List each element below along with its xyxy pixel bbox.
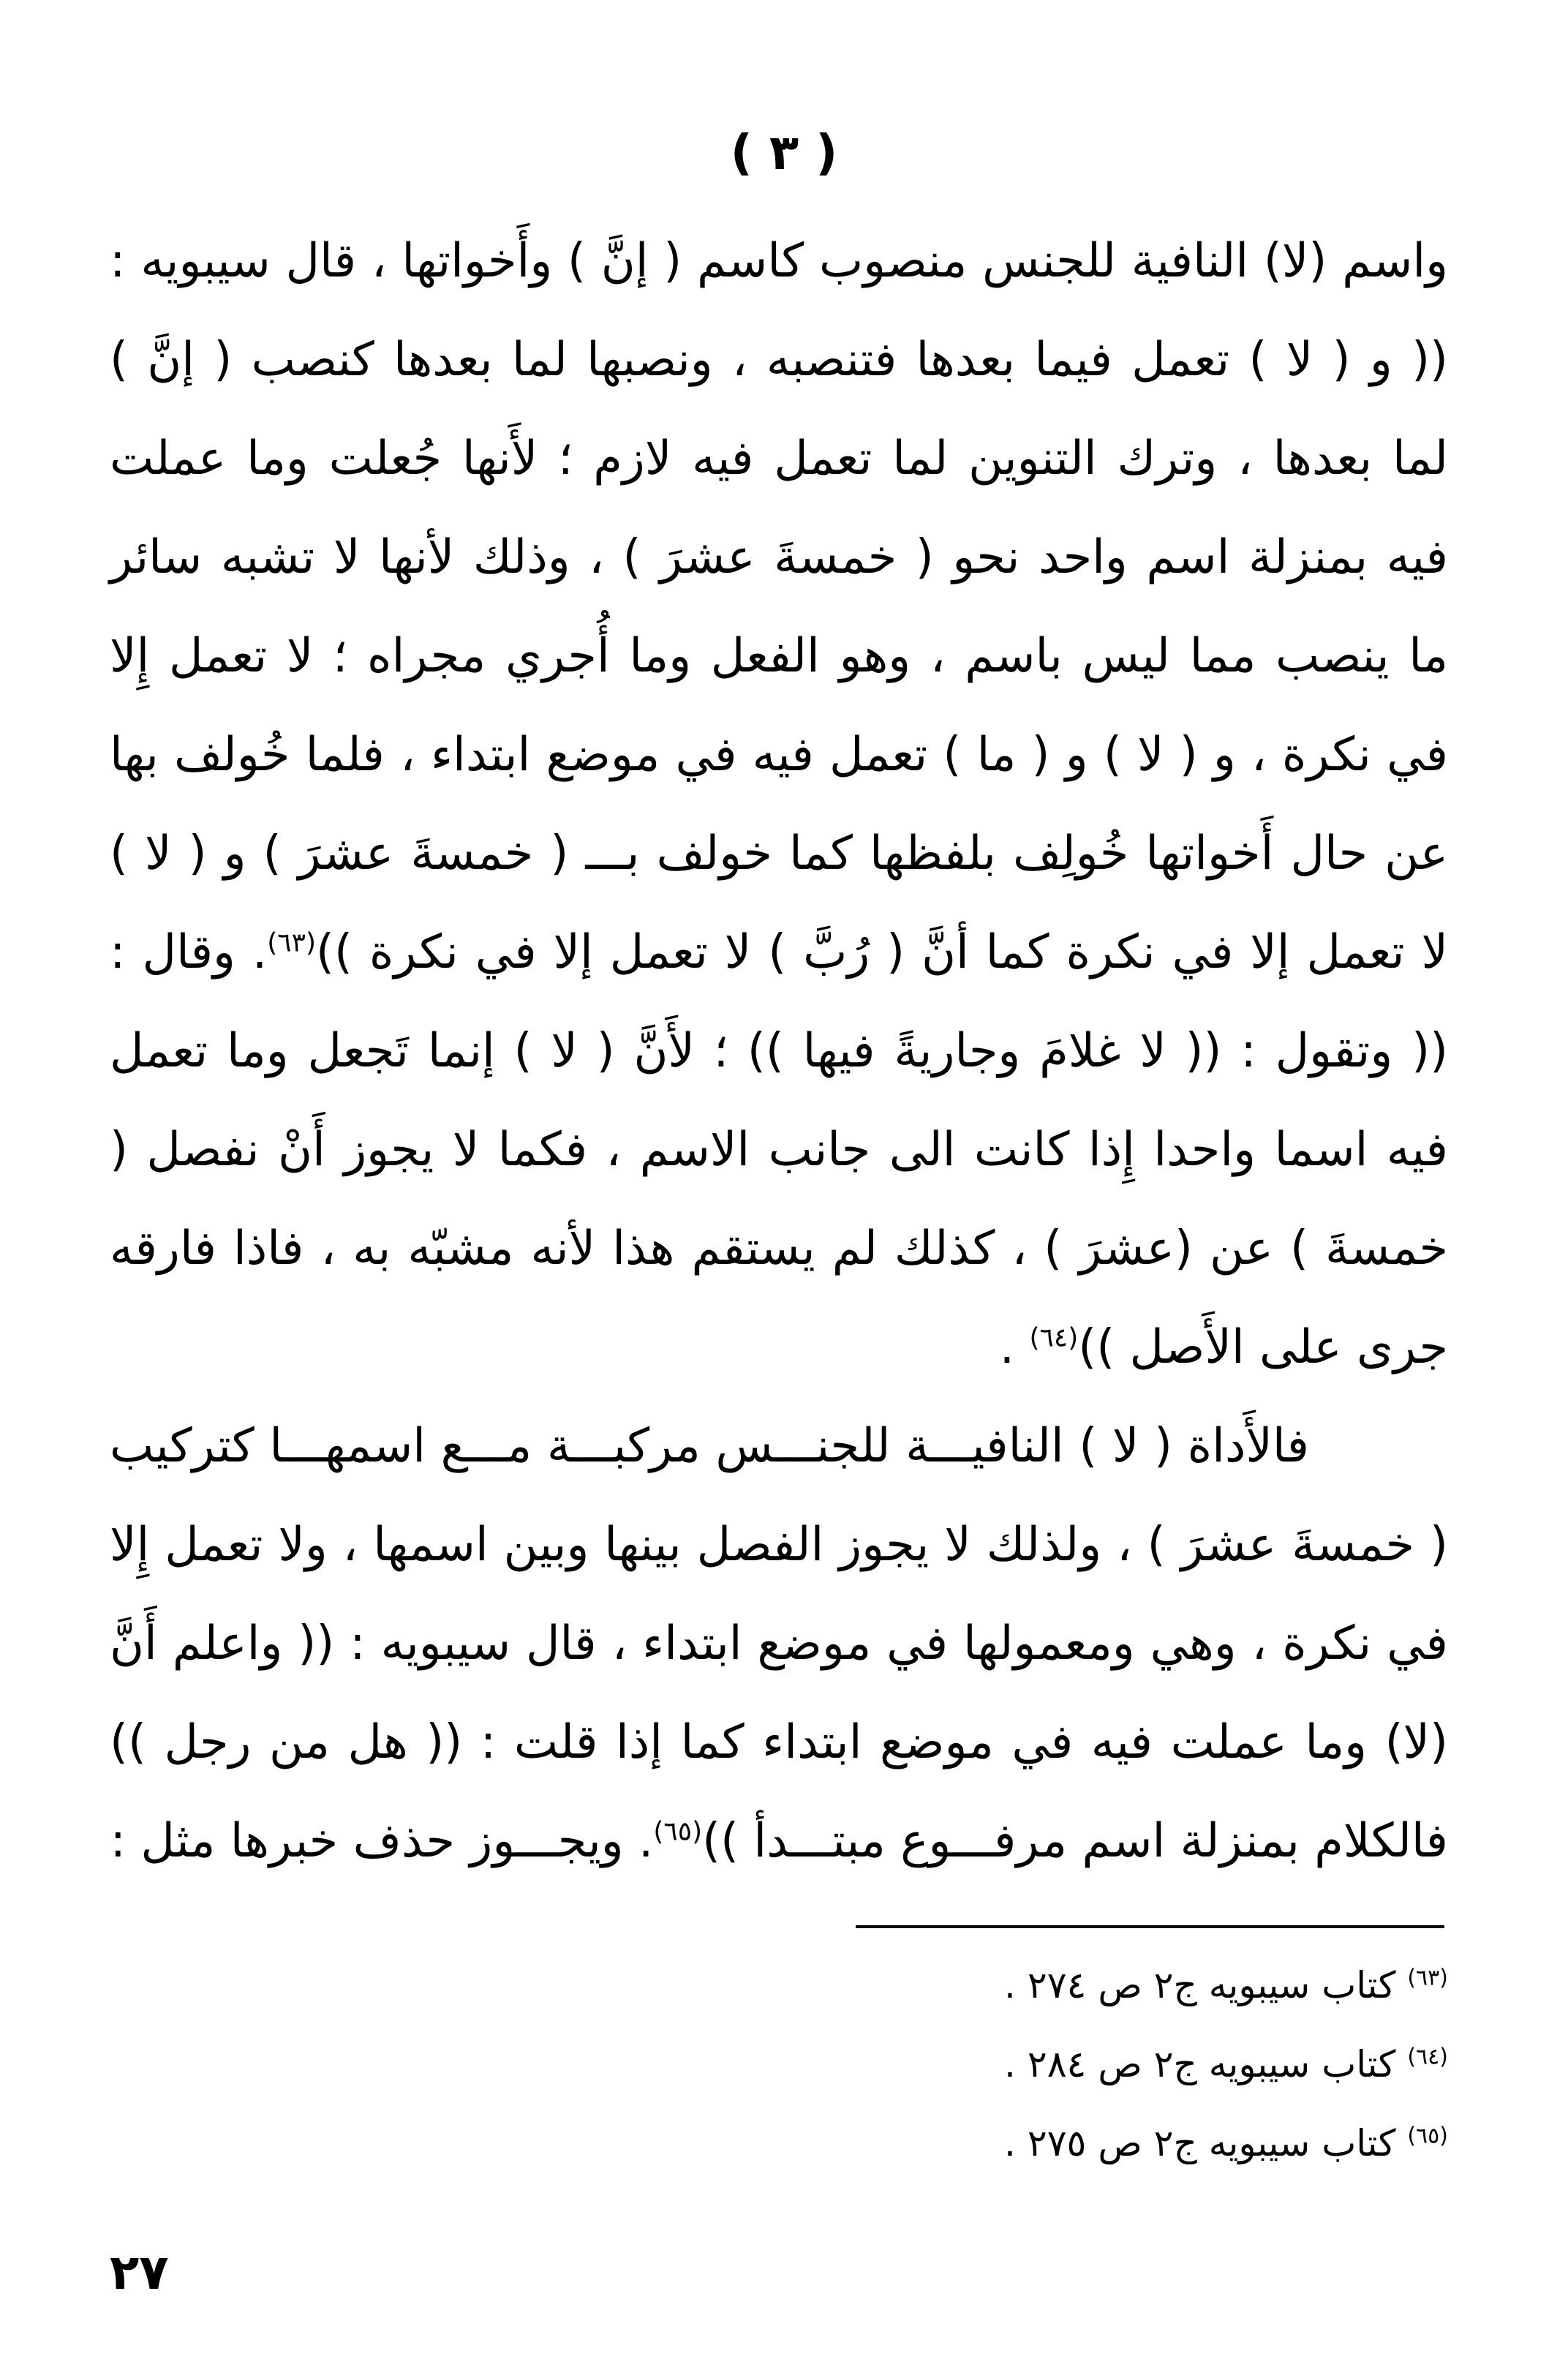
page-number: ٢٧ <box>110 2244 169 2301</box>
footnote-reference: (٦٣) <box>267 928 316 958</box>
paragraph-text: . <box>999 1320 1030 1374</box>
footnote-number: (٦٥) <box>1407 2123 1448 2149</box>
footnote-item <box>731 1946 1448 2025</box>
paragraph-text: فالأَداة ( لا ) النافيـــة للجنـــس مركبـــة مـــع اسمهـــا كتركيب ( خمسةَ عشرَ ) ، ولذلك لا يجوز الفصل بينها وبين اسمها ، ولا تعمل إِلا في نكرة ، وهي ومعمولها في موضع ابتداء ، قال سيبويه : (( واعلم أَنَّ (لا) وما عملت فيه في موضع ابتداء كما إذا قلت : (( هل من رجل )) فالكلام بمنزلة اسم مرفـــوع مبتـــدأ )) <box>110 1419 1448 1868</box>
footnote-text: كتاب سيبويه ج٢ ص ٢٧٥ . <box>1004 2122 1396 2164</box>
section-number: ( ٣ ) <box>730 124 838 181</box>
footnotes <box>731 1946 1448 2183</box>
paragraph-text: . وقال : (( وتقول : (( لا غلامَ وجاريةً فيها )) ؛ لأَنَّ ( لا ) إنما تَجعل وما تعمل فيه اسما واحدا إِذا كانت الى جانب الاسم ، فكما لا يجوز أَنْ نفصل ( خمسةَ ) عن (عشرَ ) ، كذلك لم يستقم هذا لأنه مشبّه به ، فاذا فارقه جرى على الأَصل )) <box>110 925 1448 1374</box>
footnote-item <box>731 2104 1448 2183</box>
paragraph-text: . ويجـــوز حذف خبرها مثل : <box>110 1814 654 1868</box>
footnote-number: (٦٤) <box>1407 2044 1448 2070</box>
paragraph-2 <box>110 1397 1448 1891</box>
body-text <box>110 212 1448 1891</box>
paragraph-text: واسم (لا) النافية للجنس منصوب كاسم ( إنَّ ) وأَخواتها ، قال سيبويه : (( و ( لا ) تعمل فيما بعدها فتنصبه ، ونصبها لما بعدها كنصب ( إنَّ ) لما بعدها ، وترك التنوين لما تعمل فيه لازم ؛ لأَنها جُعلت وما عملت فيه بمنزلة اسم واحد نحو ( خمسةَ عشرَ ) ، وذلك لأنها لا تشبه سائر ما ينصب مما ليس باسم ، وهو الفعل وما أُجري مجراه ؛ لا تعمل إِلا في نكرة ، و ( لا ) و ( ما ) تعمل فيه في موضع ابتداء ، فلما خُولف بها عن حال أَخواتها خُولِف بلفظها كما خولف بـــ ( خمسةَ عشرَ ) و ( لا ) لا تعمل إلا في نكرة كما أنَّ ( رُبَّ ) لا تعمل إلا في نكرة )) <box>110 234 1449 979</box>
footnote-text: كتاب سيبويه ج٢ ص ٢٨٤ . <box>1004 2043 1396 2085</box>
footnote-reference: (٦٤) <box>1029 1323 1079 1353</box>
paragraph-1 <box>110 212 1448 1397</box>
footnote-number: (٦٣) <box>1407 1965 1448 1991</box>
footnote-divider <box>856 1925 1444 1928</box>
footnote-text: كتاب سيبويه ج٢ ص ٢٧٤ . <box>1004 1964 1396 2006</box>
footnote-reference: (٦٥) <box>653 1816 703 1847</box>
footnote-item <box>731 2025 1448 2104</box>
